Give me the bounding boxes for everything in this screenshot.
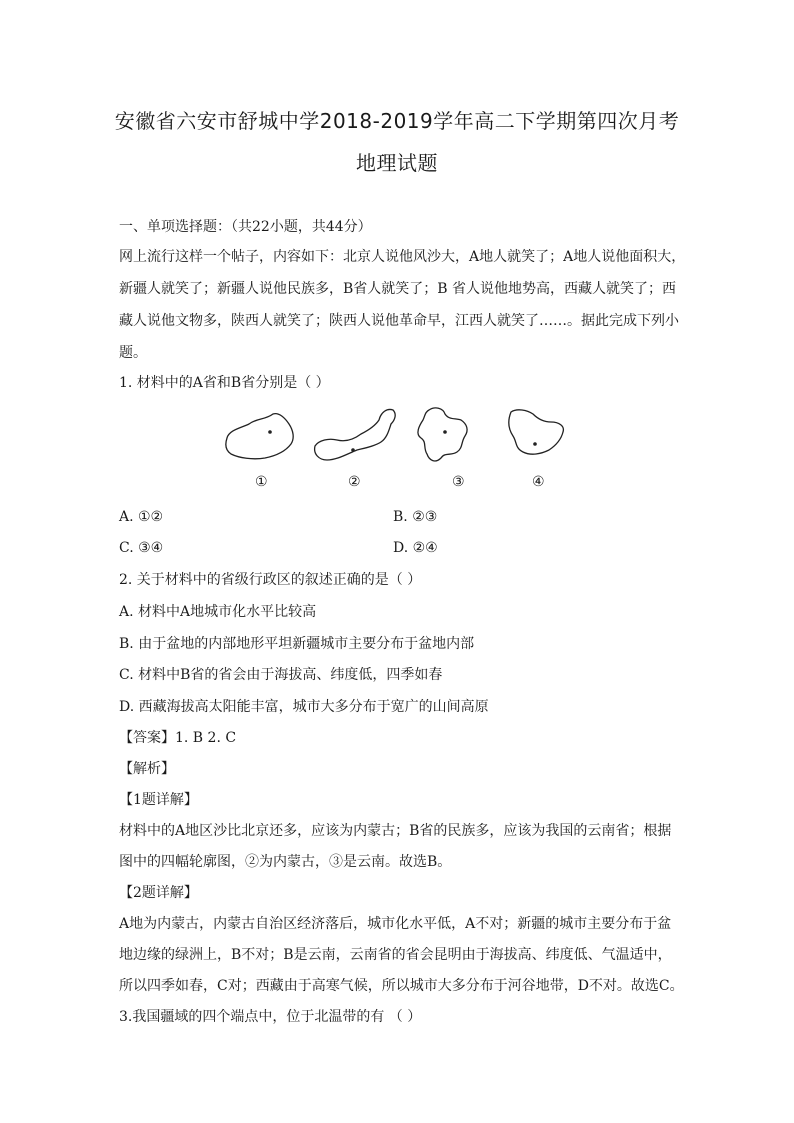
province-outline-figure (215, 400, 575, 500)
q2-detail-line: 所以四季如春，C对；西藏由于高寒气候，所以城市大多分布于河谷地带，D不对。故选C。 (119, 978, 684, 994)
province-outline-1 (226, 414, 293, 459)
answer-line: 【答案】1. B 2. C (119, 730, 237, 746)
question-3-stem: 3.我国疆域的四个端点中，位于北温带的有 （ ） (119, 1009, 422, 1025)
province-outline-4 (509, 410, 564, 454)
province-outline-2 (315, 409, 396, 460)
material-line: 藏人说他文物多，陕西人就笑了；陕西人说他革命早，江西人就笑了……。据此完成下列小 (119, 313, 679, 329)
q2-detail-line: 地边缘的绿洲上，B不对；B是云南，云南省的省会昆明由于海拔高、纬度低、气温适中， (119, 947, 672, 963)
section-heading: 一、单项选择题：（共22小题，共44分） (119, 219, 372, 235)
question-2-stem: 2. 关于材料中的省级行政区的叙述正确的是（ ） (119, 572, 422, 588)
q1-option-b: B. ②③ (393, 509, 438, 525)
q2-option-a: A. 材料中A地城市化水平比较高 (119, 604, 317, 620)
document-title: 安徽省六安市舒城中学2018-2019学年高二下学期第四次月考 (114, 109, 680, 133)
map-label-1: ① (255, 474, 268, 490)
q1-option-a: A. ①② (119, 509, 164, 525)
material-line: 题。 (119, 345, 147, 361)
q2-option-d: D. 西藏海拔高太阳能丰富，城市大多分布于宽广的山间高原 (119, 699, 489, 715)
q1-option-d: D. ②④ (393, 540, 438, 556)
q1-detail-heading: 【1题详解】 (119, 792, 198, 808)
q1-detail-line: 图中的四幅轮廓图，②为内蒙古，③是云南。故选B。 (119, 854, 452, 870)
material-line: 新疆人就笑了；新疆人说他民族多，B省人就笑了；B 省人说他地势高，西藏人就笑了；西 (119, 281, 677, 297)
q2-detail-line: A地为内蒙古，内蒙古自治区经济落后，城市化水平低，A不对；新疆的城市主要分布于盆 (119, 916, 672, 932)
q2-option-b: B. 由于盆地的内部地形平坦新疆城市主要分布于盆地内部 (119, 636, 475, 652)
province-outline-3 (418, 408, 467, 461)
q1-detail-line: 材料中的A地区沙比北京还多，应该为内蒙古；B省的民族多，应该为我国的云南省；根据 (119, 823, 672, 839)
q1-option-c: C. ③④ (119, 540, 164, 556)
map-label-3: ③ (452, 474, 465, 490)
q2-detail-heading: 【2题详解】 (119, 885, 198, 901)
q2-option-c: C. 材料中B省的省会由于海拔高、纬度低，四季如春 (119, 667, 443, 683)
map-label-4: ④ (532, 474, 545, 490)
analysis-heading: 【解析】 (119, 761, 175, 777)
document-subtitle: 地理试题 (356, 151, 438, 175)
question-1-stem: 1. 材料中的A省和B省分别是（ ） (119, 375, 330, 391)
map-label-2: ② (348, 474, 361, 490)
material-line: 网上流行这样一个帖子，内容如下：北京人说他风沙大，A地人就笑了；A地人说他面积大， (119, 249, 686, 265)
